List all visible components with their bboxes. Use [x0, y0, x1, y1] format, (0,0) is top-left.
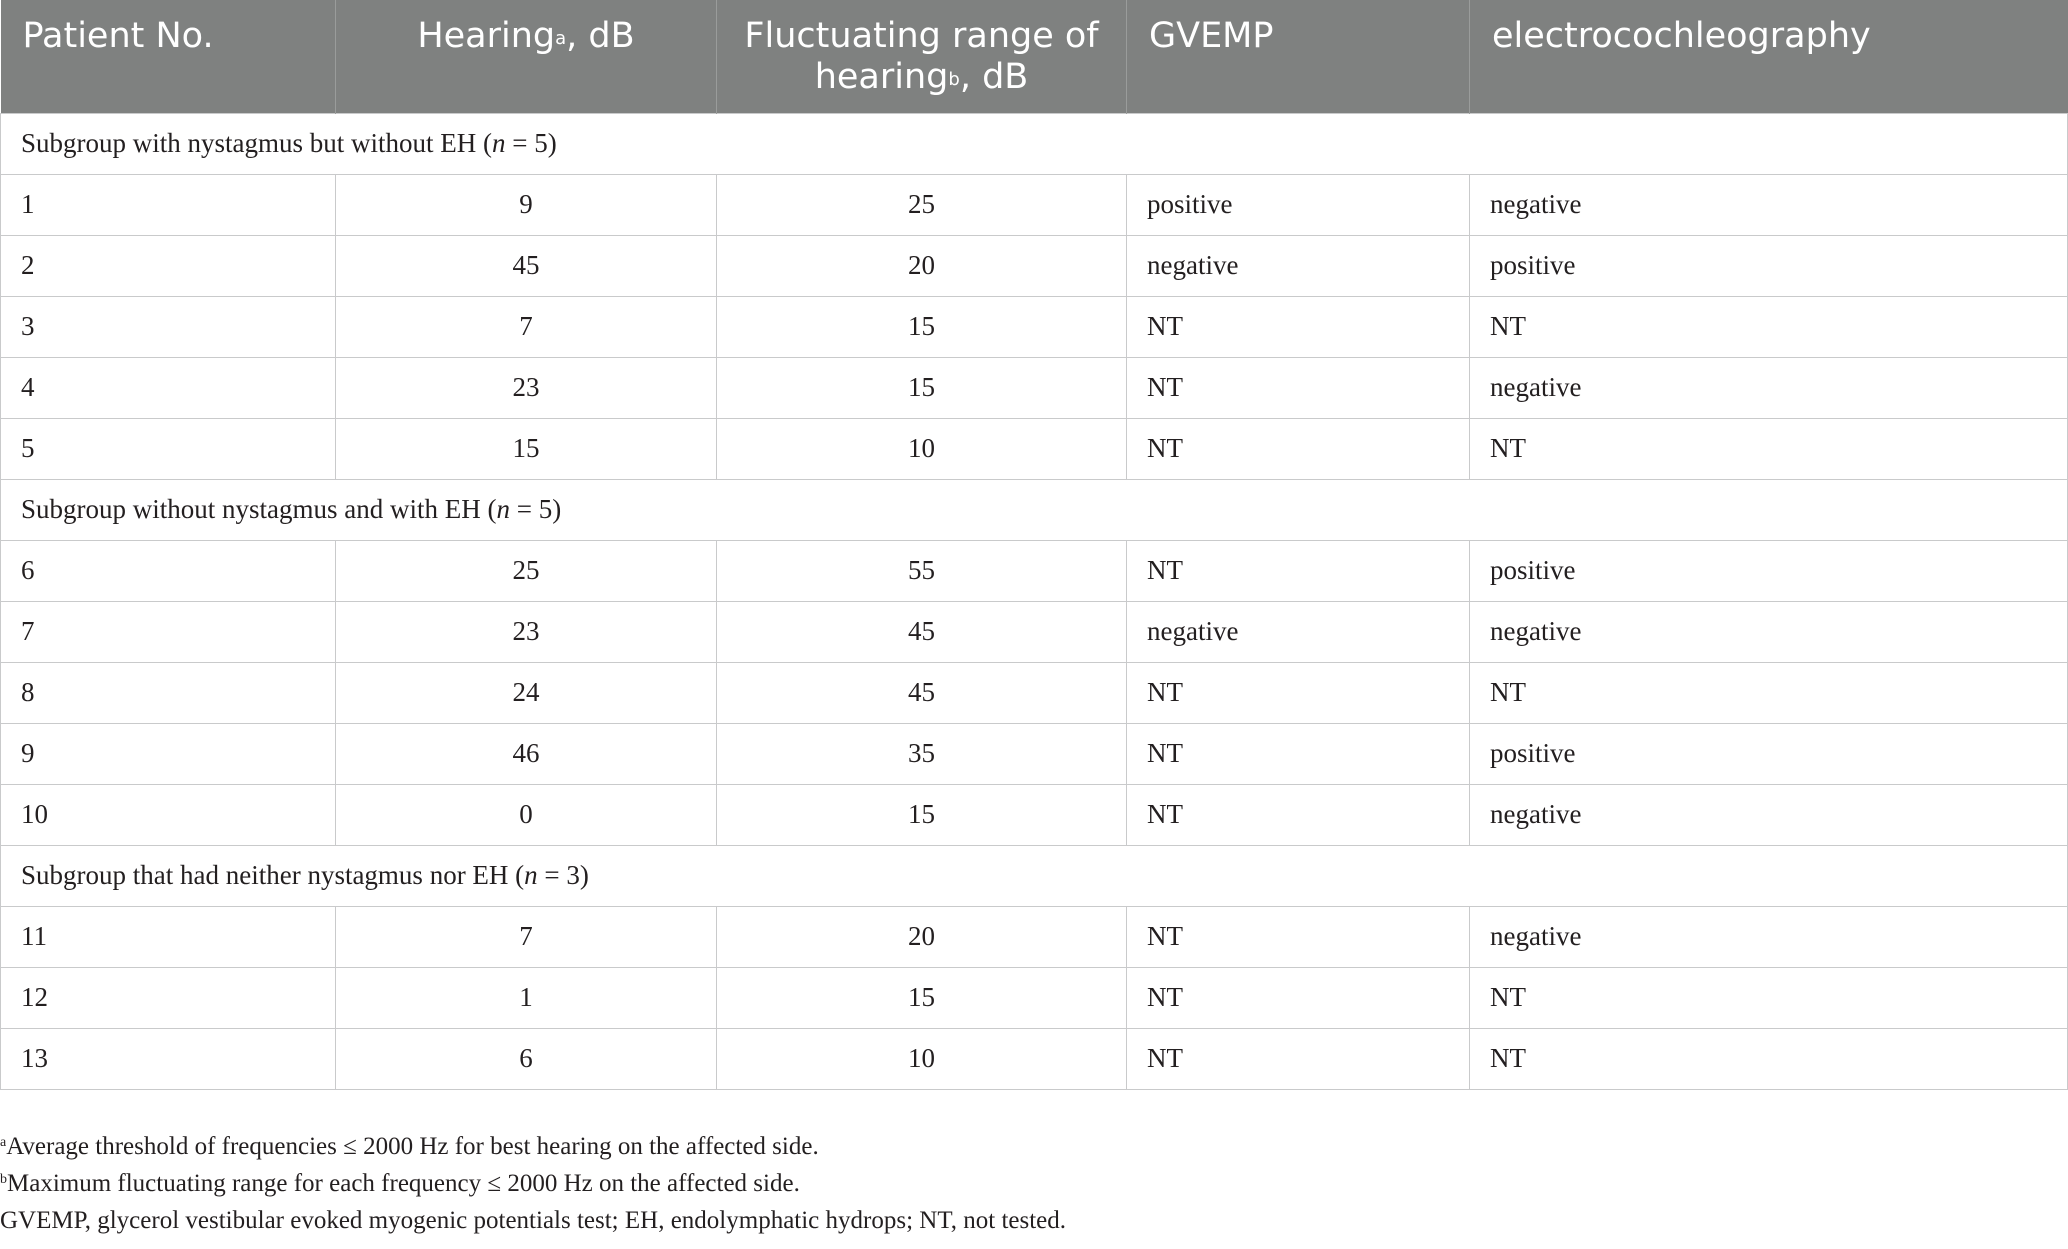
cell-hearing: 6	[336, 1028, 717, 1089]
cell-patient-no: 6	[1, 540, 336, 601]
subgroup-row	[1, 479, 2068, 540]
cell-gvemp: NT	[1127, 967, 1470, 1028]
table-row	[1, 967, 2068, 1028]
cell-gvemp: NT	[1127, 418, 1470, 479]
footnote-b	[0, 1165, 1066, 1202]
cell-electrocochleography: positive	[1470, 235, 2068, 296]
cell-patient-no: 2	[1, 235, 336, 296]
header-fluctuating-text: Fluctuating range of hearing	[744, 16, 1099, 97]
table-row	[1, 784, 2068, 845]
cell-patient-no: 9	[1, 723, 336, 784]
cell-gvemp: NT	[1127, 906, 1470, 967]
subgroup-label-text: Subgroup that had neither nystagmus nor EH (	[21, 860, 525, 890]
header-patient-no	[1, 0, 336, 113]
subgroup-n-symbol: n	[492, 128, 506, 158]
header-hearing	[336, 0, 717, 113]
cell-hearing: 7	[336, 296, 717, 357]
table-row	[1, 723, 2068, 784]
cell-electrocochleography: NT	[1470, 967, 2068, 1028]
cell-gvemp: NT	[1127, 1028, 1470, 1089]
cell-electrocochleography: positive	[1470, 540, 2068, 601]
header-fluctuating-suffix: , dB	[959, 57, 1029, 97]
cell-gvemp: NT	[1127, 357, 1470, 418]
cell-fluctuating-range: 55	[717, 540, 1127, 601]
cell-electrocochleography: negative	[1470, 357, 2068, 418]
table-row	[1, 906, 2068, 967]
subgroup-label	[1, 845, 2068, 906]
table-row	[1, 235, 2068, 296]
table-row	[1, 601, 2068, 662]
header-electrocochleography	[1470, 0, 2068, 113]
cell-patient-no: 8	[1, 662, 336, 723]
cell-electrocochleography: NT	[1470, 662, 2068, 723]
header-gvemp-text: GVEMP	[1149, 16, 1274, 56]
cell-patient-no: 10	[1, 784, 336, 845]
cell-fluctuating-range: 15	[717, 357, 1127, 418]
subgroup-label	[1, 113, 2068, 174]
cell-hearing: 25	[336, 540, 717, 601]
footnote-b-text: Maximum fluctuating range for each frequency ≤ 2000 Hz on the affected side.	[7, 1170, 800, 1197]
table-row	[1, 296, 2068, 357]
cell-gvemp: NT	[1127, 784, 1470, 845]
cell-gvemp: NT	[1127, 723, 1470, 784]
cell-electrocochleography: NT	[1470, 418, 2068, 479]
cell-patient-no: 5	[1, 418, 336, 479]
cell-patient-no: 12	[1, 967, 336, 1028]
table-row	[1, 174, 2068, 235]
cell-electrocochleography: NT	[1470, 1028, 2068, 1089]
cell-patient-no: 13	[1, 1028, 336, 1089]
cell-fluctuating-range: 35	[717, 723, 1127, 784]
cell-electrocochleography: negative	[1470, 601, 2068, 662]
cell-fluctuating-range: 20	[717, 235, 1127, 296]
table-row	[1, 662, 2068, 723]
header-hearing-text: Hearing	[417, 16, 556, 56]
header-gvemp	[1127, 0, 1470, 113]
footnote-a	[0, 1128, 1066, 1165]
cell-fluctuating-range: 45	[717, 662, 1127, 723]
cell-hearing: 7	[336, 906, 717, 967]
footnotes	[0, 1128, 1066, 1239]
cell-hearing: 45	[336, 235, 717, 296]
cell-patient-no: 3	[1, 296, 336, 357]
cell-fluctuating-range: 15	[717, 296, 1127, 357]
cell-hearing: 23	[336, 601, 717, 662]
subgroup-row	[1, 113, 2068, 174]
table-row	[1, 418, 2068, 479]
cell-hearing: 15	[336, 418, 717, 479]
subgroup-label-text: Subgroup with nystagmus but without EH (	[21, 128, 492, 158]
cell-gvemp: NT	[1127, 662, 1470, 723]
footnote-a-text: Average threshold of frequencies ≤ 2000 Hz for best hearing on the affected side.	[6, 1133, 819, 1160]
subgroup-n-symbol: n	[496, 494, 510, 524]
cell-fluctuating-range: 20	[717, 906, 1127, 967]
subgroup-n-value: = 5)	[505, 128, 557, 158]
cell-hearing: 46	[336, 723, 717, 784]
cell-gvemp: NT	[1127, 296, 1470, 357]
subgroup-label-text: Subgroup without nystagmus and with EH (	[21, 494, 497, 524]
footnote-a-marker: a	[0, 1135, 7, 1150]
cell-patient-no: 1	[1, 174, 336, 235]
table-row	[1, 357, 2068, 418]
subgroup-label	[1, 479, 2068, 540]
cell-gvemp: positive	[1127, 174, 1470, 235]
cell-electrocochleography: NT	[1470, 296, 2068, 357]
header-fluctuating-range	[717, 0, 1127, 113]
cell-gvemp: NT	[1127, 540, 1470, 601]
cell-hearing: 23	[336, 357, 717, 418]
subgroup-row	[1, 845, 2068, 906]
cell-electrocochleography: negative	[1470, 174, 2068, 235]
subgroup-n-value: = 5)	[509, 494, 562, 524]
table-header	[1, 0, 2068, 113]
cell-hearing: 24	[336, 662, 717, 723]
cell-patient-no: 4	[1, 357, 336, 418]
cell-hearing: 0	[336, 784, 717, 845]
subgroup-n-symbol: n	[524, 860, 538, 890]
footnote-abbreviations: GVEMP, glycerol vestibular evoked myogenic potentials test; EH, endolymphatic hydrops; NT, not tested.	[0, 1207, 1067, 1234]
cell-electrocochleography: negative	[1470, 906, 2068, 967]
cell-fluctuating-range: 15	[717, 784, 1127, 845]
cell-electrocochleography: negative	[1470, 784, 2068, 845]
table-body	[1, 113, 2068, 1089]
cell-patient-no: 7	[1, 601, 336, 662]
header-patient-no-text: Patient No.	[22, 16, 214, 56]
cell-gvemp: negative	[1127, 601, 1470, 662]
cell-hearing: 9	[336, 174, 717, 235]
header-ecochg-text: electrocochleography	[1492, 16, 1871, 56]
cell-electrocochleography: positive	[1470, 723, 2068, 784]
header-fluctuating-sup: b	[948, 69, 960, 90]
table-row	[1, 540, 2068, 601]
cell-patient-no: 11	[1, 906, 336, 967]
table-row	[1, 1028, 2068, 1089]
cell-fluctuating-range: 25	[717, 174, 1127, 235]
header-hearing-suffix: , dB	[566, 16, 635, 56]
cell-hearing: 1	[336, 967, 717, 1028]
header-hearing-sup: a	[555, 28, 567, 49]
cell-fluctuating-range: 10	[717, 1028, 1127, 1089]
subgroup-n-value: = 3)	[537, 860, 589, 890]
cell-fluctuating-range: 45	[717, 601, 1127, 662]
cell-gvemp: negative	[1127, 235, 1470, 296]
footnote-b-marker: b	[0, 1172, 7, 1187]
cell-fluctuating-range: 10	[717, 418, 1127, 479]
header-row	[1, 0, 2068, 113]
cell-fluctuating-range: 15	[717, 967, 1127, 1028]
